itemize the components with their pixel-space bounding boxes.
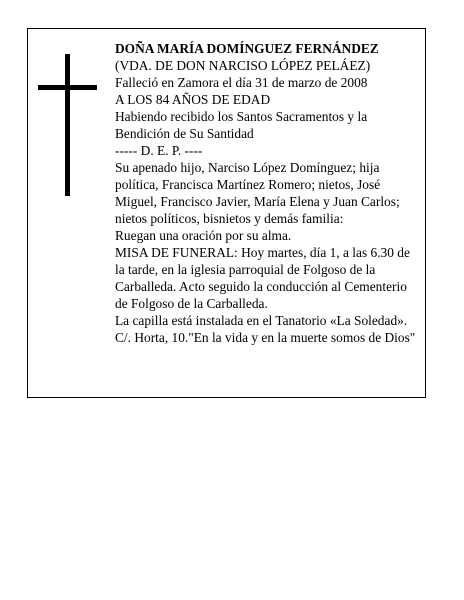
cross-icon — [65, 54, 70, 196]
sacraments: Habiendo recibido los Santos Sacramentos y la Bendición de Su Santidad — [115, 109, 368, 141]
notice-text — [115, 40, 420, 346]
cross-icon-bar — [38, 85, 97, 90]
chapel-info: La capilla está instalada en el Tanatorio «La Soledad». C/. Horta, 10."En la vida y en la muerte somos de Dios" — [115, 313, 416, 345]
family-list: Su apenado hijo, Narciso López Domínguez; hija política, Francisca Martínez Romero; nietos, José Miguel, Francisco Javier, María Elena y Juan Carlos; nietos políticos, bisnietos y demás familia: — [115, 160, 400, 226]
deceased-name: DOÑA MARÍA DOMÍNGUEZ FERNÁNDEZ — [115, 41, 379, 56]
death-info: Falleció en Zamora el día 31 de marzo de 2008 — [115, 75, 368, 90]
widow-of: (VDA. DE DON NARCISO LÓPEZ PELÁEZ) — [115, 58, 371, 73]
age-info: A LOS 84 AÑOS DE EDAD — [115, 92, 271, 107]
rip-line: ----- D. E. P. ---- — [115, 143, 203, 158]
funeral-mass: MISA DE FUNERAL: Hoy martes, día 1, a las 6.30 de la tarde, en la iglesia parroquial de Folgoso de la Carballeda. Acto seguido la conducción al Cementerio de Folgoso de la Carballeda. — [115, 245, 410, 311]
prayer-request: Ruegan una oración por su alma. — [115, 228, 292, 243]
